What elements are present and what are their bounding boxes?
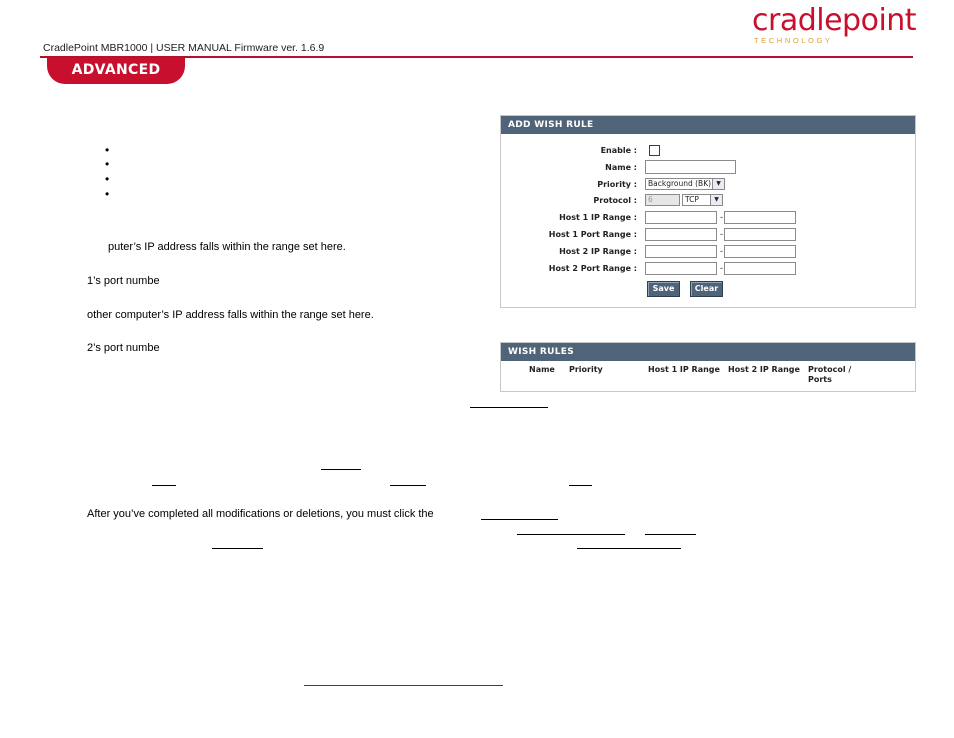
- chevron-down-icon[interactable]: ▼: [712, 179, 724, 189]
- bullet-icon: •: [105, 187, 110, 201]
- chevron-down-icon[interactable]: ▼: [710, 195, 722, 205]
- link-underline[interactable]: [470, 407, 548, 408]
- host2-ip-description: other computer’s IP address falls within the range set here.: [87, 309, 374, 321]
- column-header-priority: Priority: [569, 365, 603, 374]
- host2-port-description: 2’s port numbe: [87, 342, 160, 354]
- link-underline[interactable]: [212, 548, 263, 549]
- link-underline[interactable]: [569, 485, 592, 486]
- host1-port-end-input[interactable]: [724, 228, 796, 241]
- column-header-name: Name: [529, 365, 555, 374]
- priority-select[interactable]: [645, 178, 725, 190]
- range-dash: -: [720, 246, 723, 256]
- link-underline[interactable]: [577, 548, 681, 549]
- link-underline[interactable]: [321, 469, 361, 470]
- section-tab-advanced: ADVANCED: [47, 58, 185, 84]
- host1-ip-end-input[interactable]: [724, 211, 796, 224]
- priority-label: Priority :: [597, 180, 637, 189]
- host1-port-label: Host 1 Port Range :: [548, 230, 637, 239]
- save-button[interactable]: Save: [647, 281, 680, 297]
- protocol-label: Protocol :: [593, 196, 637, 205]
- bullet-icon: •: [105, 157, 110, 171]
- wish-rules-panel: [500, 342, 916, 392]
- protocol-value: TCP: [685, 195, 699, 204]
- cradlepoint-logo: [752, 3, 917, 45]
- host2-ip-start-input[interactable]: [645, 245, 717, 258]
- link-underline[interactable]: [517, 534, 625, 535]
- range-dash: -: [720, 212, 723, 222]
- logo-wordmark: cradlepoint: [752, 3, 917, 38]
- host1-ip-start-input[interactable]: [645, 211, 717, 224]
- name-label: Name :: [605, 163, 637, 172]
- priority-value: Background (BK): [648, 179, 712, 188]
- panel-title: WISH RULES: [501, 343, 915, 361]
- protocol-select[interactable]: [682, 194, 723, 206]
- link-underline[interactable]: [645, 534, 696, 535]
- host1-port-start-input[interactable]: [645, 228, 717, 241]
- logo-tagline: TECHNOLOGY: [754, 36, 833, 45]
- column-header-ports: Ports: [808, 375, 832, 384]
- clear-button[interactable]: Clear: [690, 281, 723, 297]
- column-header-protocol: Protocol /: [808, 365, 852, 374]
- protocol-number-input: [645, 194, 680, 206]
- manual-title: CradlePoint MBR1000 | USER MANUAL Firmware ver. 1.6.9: [43, 42, 325, 54]
- host1-ip-label: Host 1 IP Range :: [559, 213, 637, 222]
- host2-port-start-input[interactable]: [645, 262, 717, 275]
- protocol-number: 6: [648, 195, 653, 204]
- column-header-host1-ip: Host 1 IP Range: [648, 365, 720, 374]
- host1-ip-description: puter’s IP address falls within the range set here.: [108, 241, 346, 253]
- save-instruction: After you’ve completed all modifications or deletions, you must click the: [87, 508, 434, 520]
- host2-ip-end-input[interactable]: [724, 245, 796, 258]
- column-header-host2-ip: Host 2 IP Range: [728, 365, 800, 374]
- link-underline[interactable]: [304, 685, 503, 686]
- host2-port-label: Host 2 Port Range :: [548, 264, 637, 273]
- host2-ip-label: Host 2 IP Range :: [559, 247, 637, 256]
- add-wish-rule-panel: [500, 115, 916, 308]
- range-dash: -: [720, 263, 723, 273]
- host2-port-end-input[interactable]: [724, 262, 796, 275]
- bullet-icon: •: [105, 172, 110, 186]
- enable-checkbox[interactable]: [649, 145, 660, 156]
- host1-port-description: 1’s port numbe: [87, 275, 160, 287]
- range-dash: -: [720, 229, 723, 239]
- link-underline[interactable]: [390, 485, 426, 486]
- bullet-icon: •: [105, 143, 110, 157]
- panel-title: ADD WISH RULE: [501, 116, 915, 134]
- link-underline[interactable]: [481, 519, 558, 520]
- link-underline[interactable]: [152, 485, 176, 486]
- name-input[interactable]: [645, 160, 736, 174]
- enable-label: Enable :: [600, 146, 637, 155]
